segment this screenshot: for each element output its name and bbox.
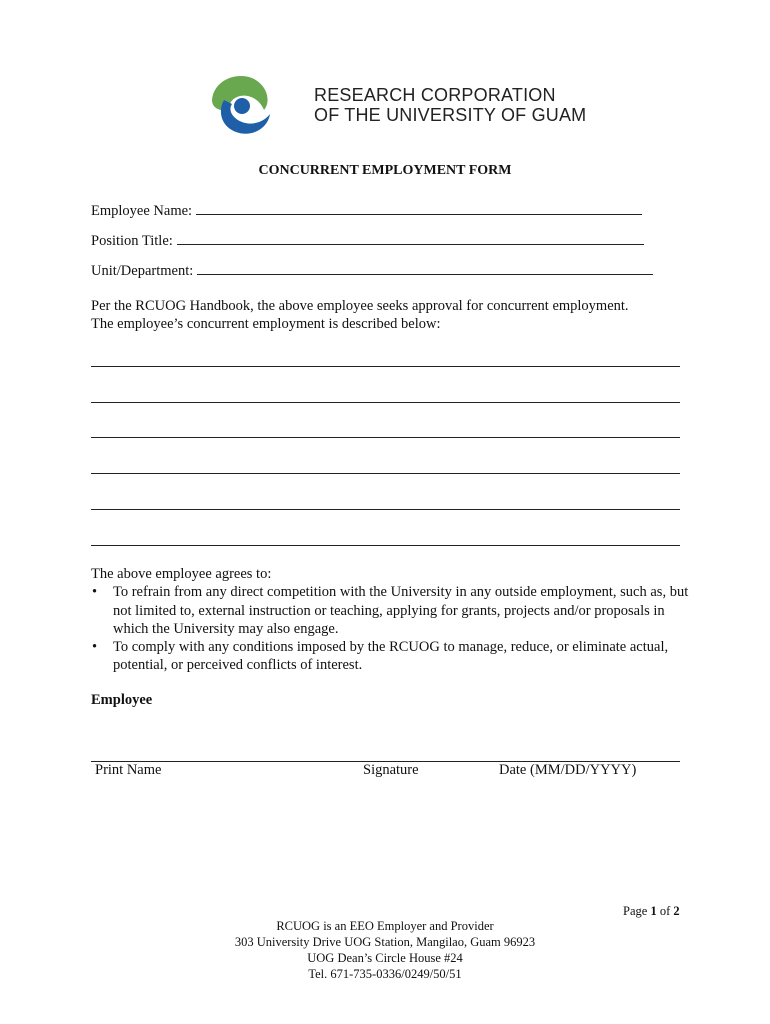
employee-name-input-line[interactable] (196, 200, 642, 215)
form-title: CONCURRENT EMPLOYMENT FORM (258, 163, 512, 178)
intro-paragraph (91, 297, 691, 333)
bullet-icon: • (92, 584, 98, 601)
description-line[interactable] (91, 545, 680, 546)
position-title-field[interactable] (91, 230, 644, 250)
organization-name-line2: OF THE UNIVERSITY OF GUAM (314, 105, 587, 125)
agreement-item-text: To comply with any conditions imposed by the RCUOG to manage, reduce, or eliminate actual, potential, or perceived conflicts of interest. (113, 639, 669, 674)
footer-line-eeo: RCUOG is an EEO Employer and Provider (276, 919, 494, 933)
position-title-input-line[interactable] (177, 230, 644, 245)
intro-line-2: The employee’s concurrent employment is described below: (91, 316, 441, 332)
unit-department-label: Unit/Department: (91, 263, 194, 279)
agreement-section (91, 565, 691, 675)
unit-department-field[interactable] (91, 260, 653, 280)
description-line[interactable] (91, 473, 680, 474)
page-of: of (659, 904, 671, 918)
page-total: 2 (673, 904, 680, 918)
footer (0, 918, 770, 982)
intro-line-1: Per the RCUOG Handbook, the above employee seeks approval for concurrent employment. (91, 298, 629, 314)
unit-department-input-line[interactable] (197, 260, 653, 275)
description-line[interactable] (91, 402, 680, 403)
bullet-icon: • (92, 639, 98, 656)
agreement-item (91, 638, 691, 675)
page-label: Page (623, 904, 648, 918)
page-number (623, 904, 680, 919)
employee-name-field[interactable] (91, 200, 642, 220)
position-title-label: Position Title: (91, 233, 173, 249)
organization-name-line1: RESEARCH CORPORATION (314, 85, 556, 105)
description-line[interactable] (91, 366, 680, 367)
employee-heading: Employee (91, 692, 153, 708)
agreement-item-text: To refrain from any direct competition with the University in any outside employment, such as, but not limited to, external instruction or teaching, applying for grants, projects and/or proposals in which the University may also engage. (113, 584, 689, 637)
date-label: Date (MM/DD/YYYY) (499, 762, 637, 778)
employee-name-label: Employee Name: (91, 203, 193, 219)
signature-label: Signature (363, 762, 419, 778)
organization-logo (206, 70, 587, 140)
footer-line-house: UOG Dean’s Circle House #24 (307, 951, 463, 965)
agreement-intro: The above employee agrees to: (91, 566, 272, 582)
agreement-list (91, 583, 691, 674)
description-line[interactable] (91, 437, 680, 438)
footer-line-address: 303 University Drive UOG Station, Mangilao, Guam 96923 (234, 935, 536, 949)
page-current: 1 (650, 904, 657, 918)
description-line[interactable] (91, 509, 680, 510)
rcuog-swirl-logo-icon (206, 70, 272, 136)
agreement-item (91, 583, 691, 638)
footer-line-phone: Tel. 671-735-0336/0249/50/51 (308, 967, 462, 981)
print-name-label: Print Name (95, 762, 162, 778)
